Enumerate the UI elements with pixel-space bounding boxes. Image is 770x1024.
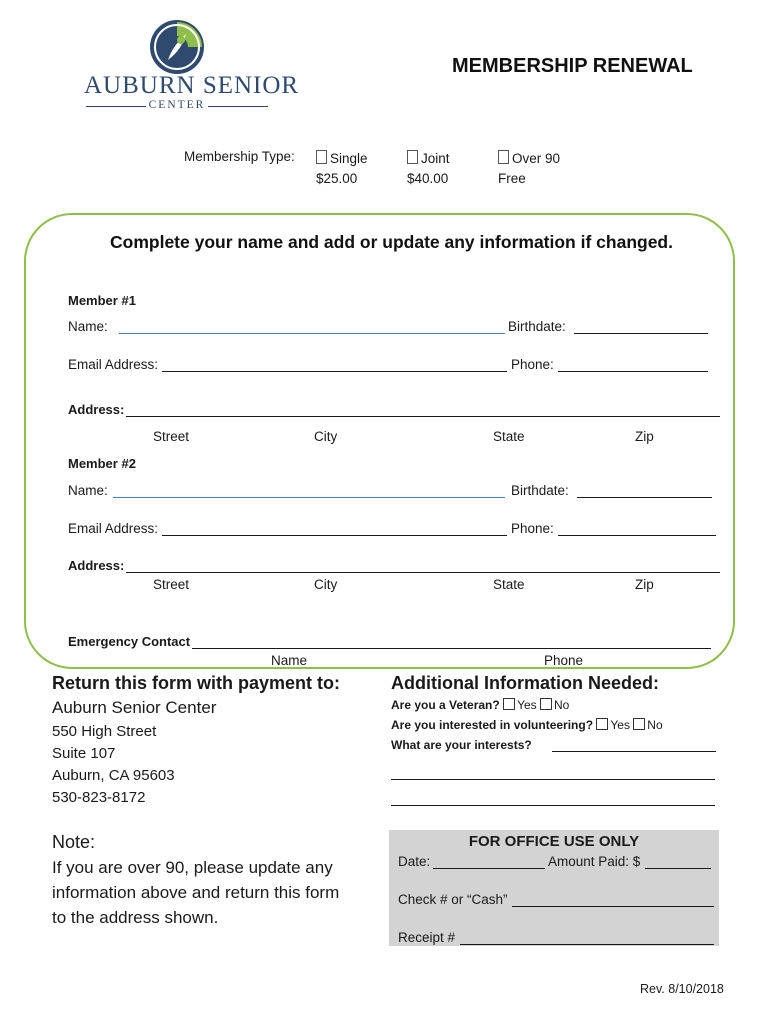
checkbox-icon[interactable] bbox=[316, 150, 327, 164]
member1-street-caption: Street bbox=[153, 429, 190, 444]
veteran-no-checkbox[interactable] bbox=[540, 698, 552, 710]
member1-phone-label: Phone: bbox=[511, 357, 554, 372]
veteran-question-text: Are you a Veteran? bbox=[391, 698, 500, 712]
return-address-line: 550 High Street bbox=[52, 723, 157, 740]
member2-phone-field[interactable] bbox=[558, 535, 716, 536]
member1-name-label: Name: bbox=[68, 319, 108, 334]
membership-type-label: Membership Type: bbox=[184, 149, 295, 164]
note-line: If you are over 90, please update any bbox=[52, 858, 333, 877]
interests-field[interactable] bbox=[552, 751, 716, 752]
office-amount-label: Amount Paid: $ bbox=[548, 854, 641, 869]
logo-subtitle: CENTER bbox=[148, 99, 206, 111]
note-heading: Note: bbox=[52, 832, 96, 852]
note-line: information above and return this form bbox=[52, 883, 340, 902]
checkbox-icon[interactable] bbox=[498, 150, 509, 164]
member2-birthdate-field[interactable] bbox=[577, 497, 712, 498]
additional-heading: Additional Information Needed: bbox=[391, 673, 659, 693]
revision-date: Rev. 8/10/2018 bbox=[640, 982, 724, 996]
checkbox-icon[interactable] bbox=[407, 150, 418, 164]
emergency-phone-caption: Phone bbox=[544, 653, 584, 668]
veteran-yes-label: Yes bbox=[517, 698, 537, 712]
volunteer-yes-checkbox[interactable] bbox=[596, 718, 608, 730]
member2-address-field[interactable] bbox=[126, 572, 720, 573]
member1-birthdate-field[interactable] bbox=[574, 333, 708, 334]
member2-address-label: Address: bbox=[68, 558, 125, 573]
office-receipt-label: Receipt # bbox=[398, 930, 456, 945]
veteran-yes-checkbox[interactable] bbox=[503, 698, 515, 710]
member2-birthdate-label: Birthdate: bbox=[511, 483, 569, 498]
option-label: Joint bbox=[421, 151, 450, 166]
emergency-contact-field[interactable] bbox=[192, 648, 711, 649]
member2-phone-label: Phone: bbox=[511, 521, 554, 536]
member2-email-field[interactable] bbox=[162, 535, 507, 536]
volunteer-no-checkbox[interactable] bbox=[633, 718, 645, 730]
member1-birthdate-label: Birthdate: bbox=[508, 319, 566, 334]
office-date-field[interactable] bbox=[433, 868, 545, 869]
volunteer-question-text: Are you interested in volunteering? bbox=[391, 718, 594, 732]
return-address-line: Auburn, CA 95603 bbox=[52, 767, 175, 784]
logo-rule-right bbox=[208, 106, 268, 107]
veteran-question bbox=[391, 698, 569, 712]
return-org: Auburn Senior Center bbox=[52, 698, 217, 717]
emergency-contact-label: Emergency Contact bbox=[68, 634, 191, 649]
return-phone: 530-823-8172 bbox=[52, 789, 146, 806]
option-label: Over 90 bbox=[512, 151, 561, 166]
return-address-line: Suite 107 bbox=[52, 745, 116, 762]
member1-phone-field[interactable] bbox=[558, 371, 708, 372]
member-info-box bbox=[24, 213, 735, 669]
logo-emblem-icon bbox=[148, 18, 206, 76]
membership-option-joint[interactable] bbox=[407, 149, 450, 189]
note-line: to the address shown. bbox=[52, 908, 219, 927]
member2-email-label: Email Address: bbox=[68, 521, 159, 536]
member1-address-field[interactable] bbox=[126, 416, 720, 417]
office-check-label: Check # or “Cash” bbox=[398, 892, 508, 907]
interests-question: What are your interests? bbox=[391, 738, 532, 752]
office-amount-field[interactable] bbox=[645, 868, 711, 869]
volunteer-question bbox=[391, 718, 663, 732]
member2-zip-caption: Zip bbox=[635, 577, 654, 592]
member2-heading: Member #2 bbox=[68, 456, 136, 471]
instructions-heading: Complete your name and add or update any information if changed. bbox=[110, 232, 673, 252]
member1-email-field[interactable] bbox=[162, 371, 507, 372]
option-price: $40.00 bbox=[407, 171, 449, 186]
member2-name-field[interactable] bbox=[113, 497, 505, 498]
volunteer-no-label: No bbox=[647, 718, 663, 732]
member1-zip-caption: Zip bbox=[635, 429, 654, 444]
volunteer-yes-label: Yes bbox=[610, 718, 630, 732]
member2-city-caption: City bbox=[314, 577, 338, 592]
emergency-name-caption: Name bbox=[271, 653, 308, 668]
member2-street-caption: Street bbox=[153, 577, 190, 592]
interests-field-line-3[interactable] bbox=[391, 805, 715, 806]
member1-name-field[interactable] bbox=[119, 333, 505, 334]
member1-heading: Member #1 bbox=[68, 293, 136, 308]
interests-field-line-2[interactable] bbox=[391, 779, 715, 780]
page-title: MEMBERSHIP RENEWAL bbox=[452, 55, 693, 77]
member2-name-label: Name: bbox=[68, 483, 108, 498]
office-check-field[interactable] bbox=[512, 906, 714, 907]
option-price: Free bbox=[498, 171, 526, 186]
option-price: $25.00 bbox=[316, 171, 358, 186]
membership-option-single[interactable] bbox=[316, 149, 368, 189]
option-label: Single bbox=[330, 151, 368, 166]
office-use-heading: FOR OFFICE USE ONLY bbox=[468, 833, 640, 850]
member1-city-caption: City bbox=[314, 429, 338, 444]
veteran-no-label: No bbox=[553, 698, 570, 712]
office-receipt-field[interactable] bbox=[460, 944, 714, 945]
member1-email-label: Email Address: bbox=[68, 357, 159, 372]
member2-state-caption: State bbox=[493, 577, 525, 592]
member1-state-caption: State bbox=[493, 429, 525, 444]
office-date-label: Date: bbox=[398, 854, 431, 869]
member1-address-label: Address: bbox=[68, 402, 125, 417]
return-heading: Return this form with payment to: bbox=[52, 673, 340, 693]
logo-wordmark: AUBURN SENIOR bbox=[84, 72, 300, 99]
membership-option-over-90[interactable] bbox=[498, 149, 560, 189]
